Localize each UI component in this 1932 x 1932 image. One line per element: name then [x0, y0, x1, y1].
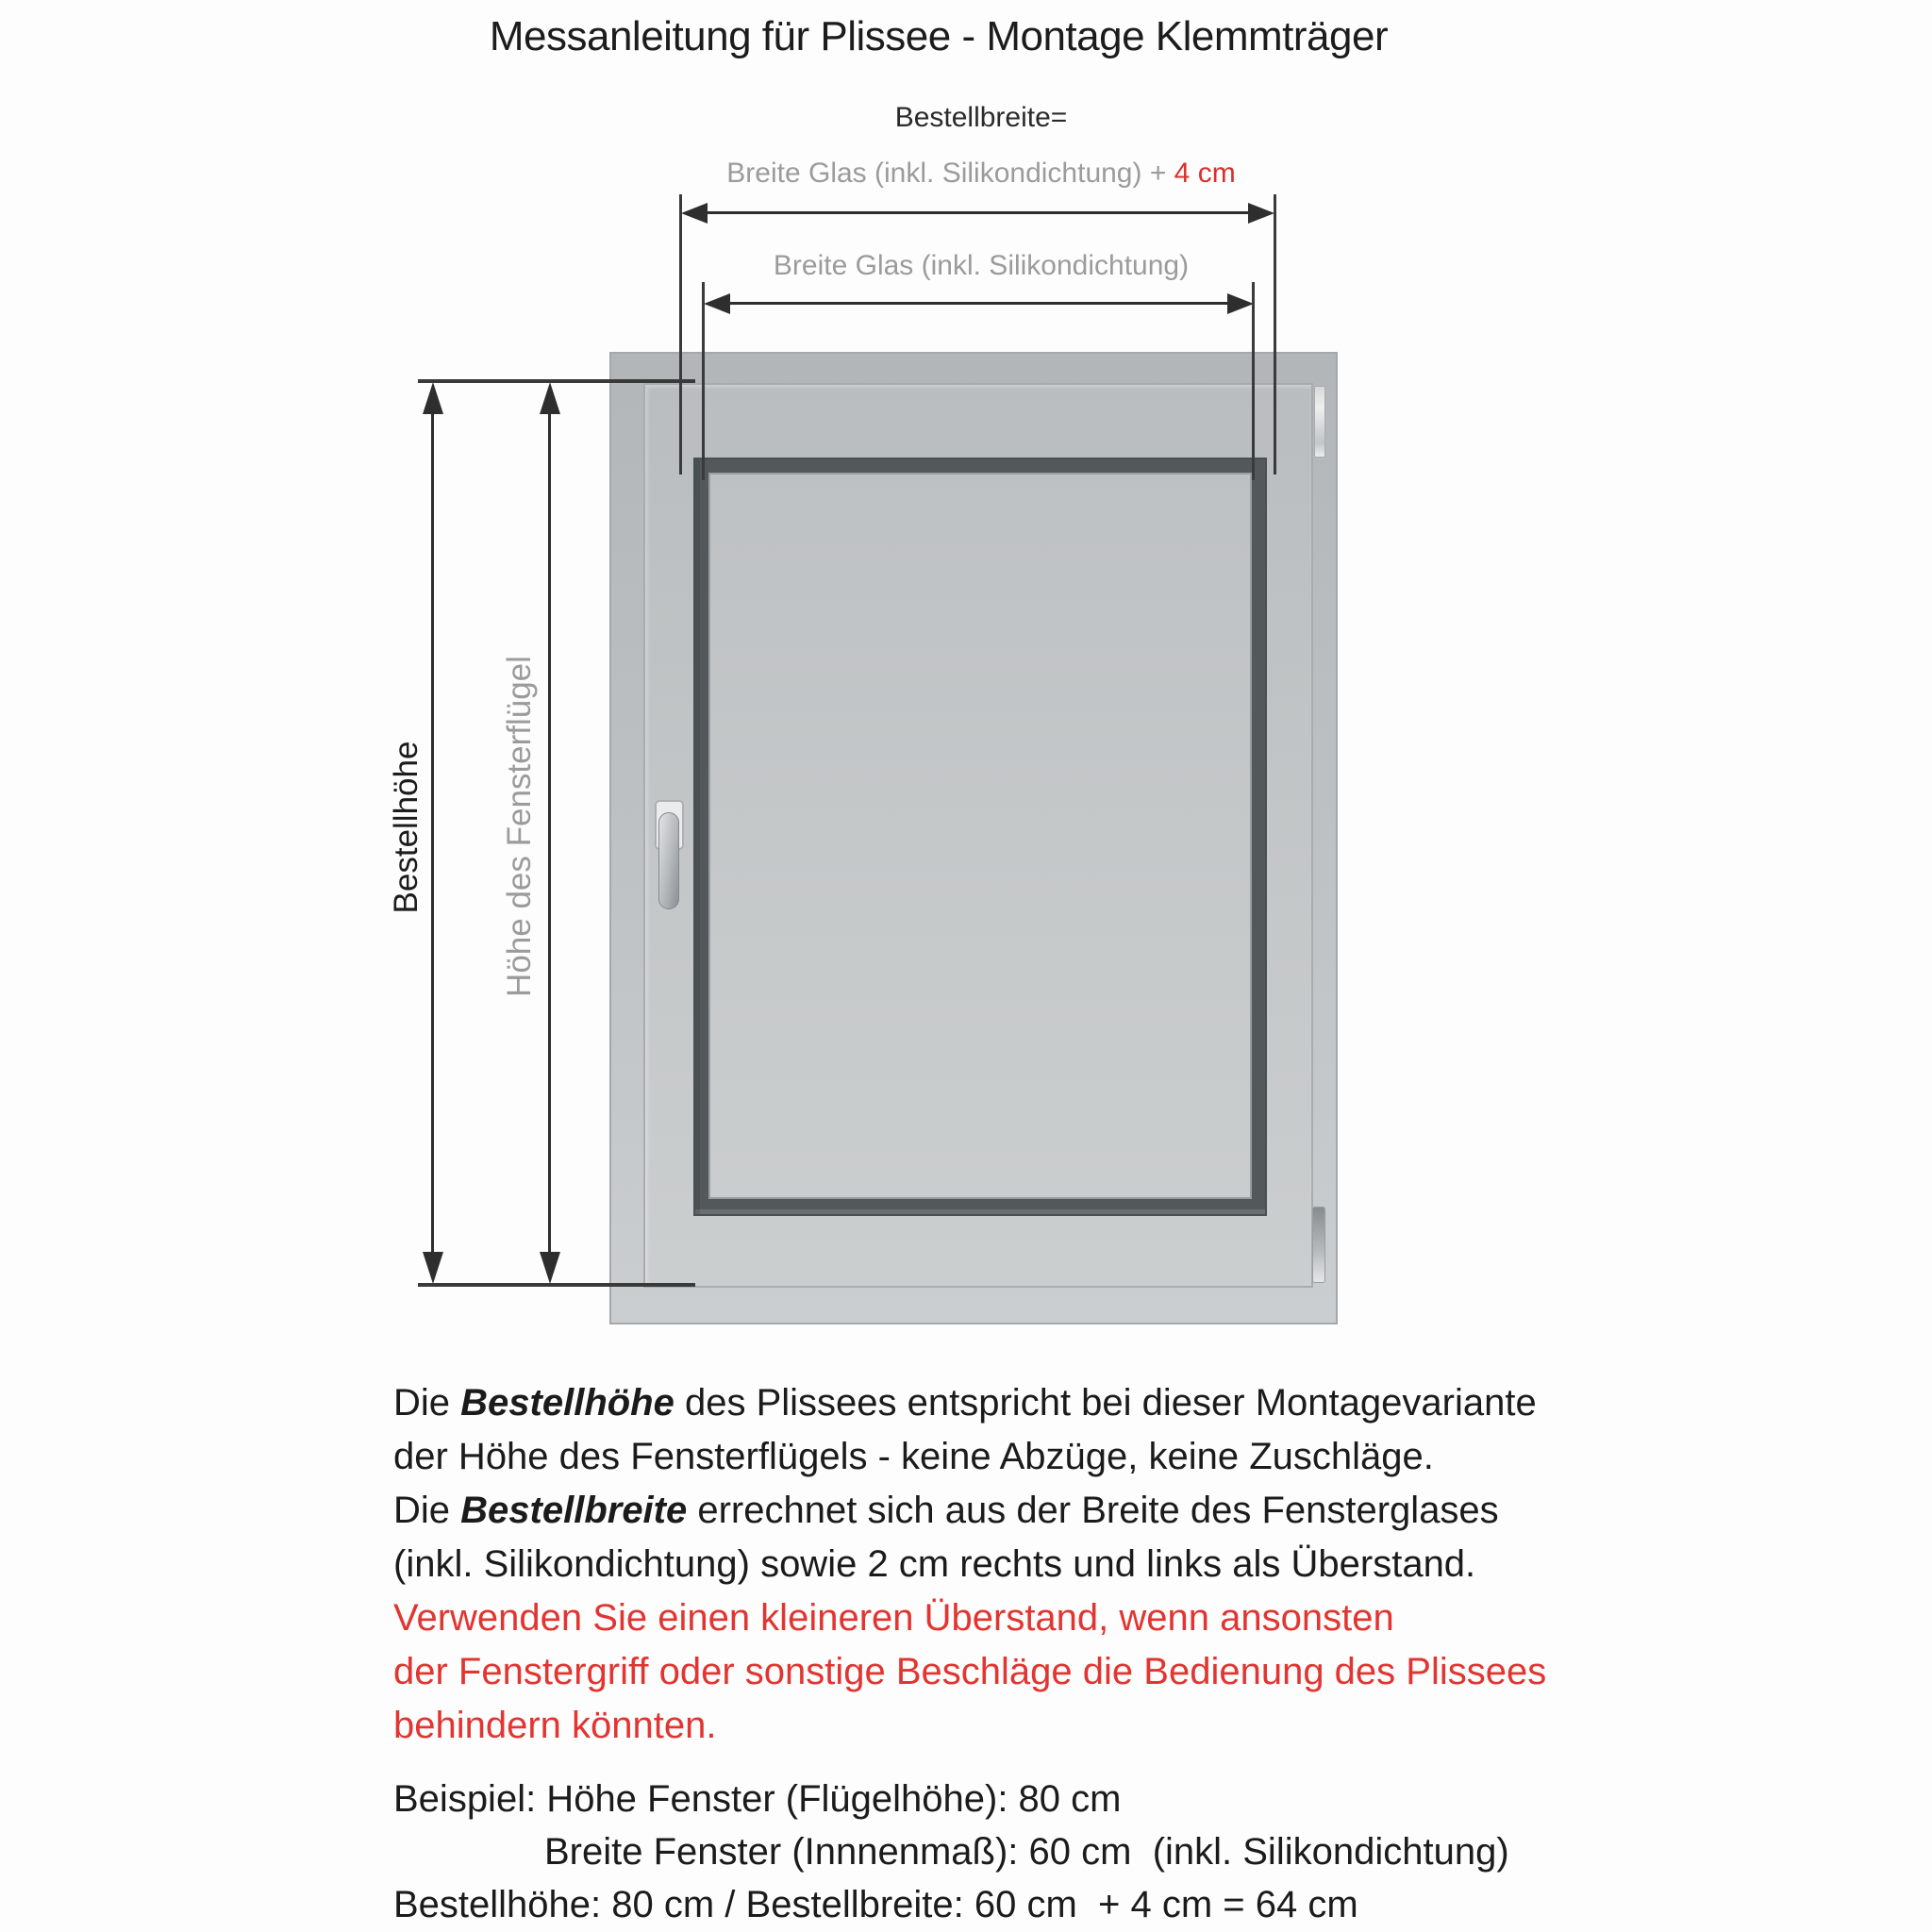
example-text: [393, 1773, 1509, 1931]
label-breite-glas-plus: [566, 158, 1396, 190]
ext-line-right-inner: [1252, 282, 1255, 480]
label-hoehe-fensterfluegel: Höhe des Fensterflügel: [501, 656, 538, 997]
body-line-2: der Höhe des Fensterflügels - keine Abzüge, keine Zuschläge.: [393, 1436, 1434, 1477]
body-line-3-post: errechnet sich aus der Breite des Fensterglases: [687, 1490, 1499, 1531]
example-line-1: Beispiel: Höhe Fenster (Flügelhöhe): 80 cm: [393, 1778, 1122, 1820]
arrow-down-icon: [540, 1252, 560, 1284]
glass-pane: [708, 473, 1252, 1199]
window-handle: [658, 812, 679, 909]
label-bestellhoehe: Bestellhöhe: [388, 741, 425, 914]
body-line-3: [393, 1484, 1546, 1538]
label-bestellbreite: Bestellbreite=: [894, 102, 1068, 133]
body-line-1: [393, 1376, 1546, 1430]
body-line-3-pre: Die: [393, 1490, 461, 1531]
ext-line-left-inner: [702, 282, 705, 480]
label-breite-glas-plus-prefix: Breite Glas (inkl. Silikondichtung) +: [726, 158, 1174, 189]
glass-frame: [693, 458, 1267, 1216]
label-breite-glas: Breite Glas (inkl. Silikondichtung): [773, 250, 1190, 281]
warning-line-3: behindern könnten.: [393, 1705, 717, 1746]
body-text: [393, 1376, 1546, 1753]
dim-arrow-breite-glas: [704, 290, 1254, 318]
arrow-right-icon: [1227, 293, 1254, 314]
dim-arrow-bestellbreite: [681, 199, 1274, 227]
window-frame: [609, 352, 1338, 1324]
arrow-shaft: [431, 397, 434, 1269]
body-line-1-pre: Die: [393, 1382, 461, 1424]
window-hinge-bottom: [1312, 1207, 1325, 1283]
window-hinge-top: [1314, 386, 1325, 458]
warning-line-2: der Fenstergriff oder sonstige Beschläge die Bedienung des Plissees: [393, 1651, 1547, 1692]
arrow-down-icon: [423, 1252, 443, 1284]
arrow-shaft: [696, 211, 1259, 214]
example-line-2: Breite Fenster (Innnenmaß): 60 cm (inkl. Silikondichtung): [544, 1831, 1509, 1873]
body-line-4: (inkl. Silikondichtung) sowie 2 cm rechts und links als Überstand.: [393, 1543, 1476, 1585]
example-line-3: Bestellhöhe: 80 cm / Bestellbreite: 60 cm + 4 cm = 64 cm: [393, 1884, 1358, 1925]
page-title: Messanleitung für Plissee - Montage Klemmträger: [489, 13, 1389, 59]
label-breite-glas-plus-4cm: 4 cm: [1174, 158, 1236, 189]
arrow-shaft: [548, 397, 551, 1269]
ext-line-right-outer: [1274, 194, 1276, 475]
warning-line-1: Verwenden Sie einen kleineren Überstand, wenn ansonsten: [393, 1597, 1394, 1639]
ext-line-left-outer: [679, 194, 682, 475]
body-line-1-post: des Plissees entspricht bei dieser Montagevariante: [674, 1382, 1537, 1424]
body-line-1-term: Bestellhöhe: [460, 1382, 675, 1424]
body-line-3-term: Bestellbreite: [460, 1490, 688, 1531]
arrow-right-icon: [1248, 203, 1274, 224]
arrow-shaft: [719, 302, 1239, 305]
